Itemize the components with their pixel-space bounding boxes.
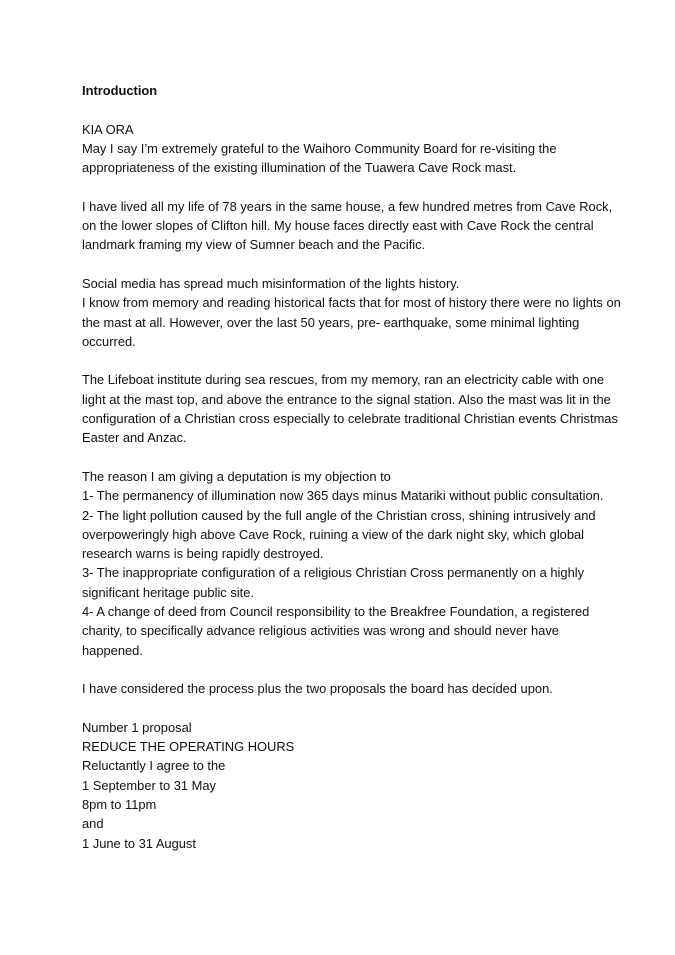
document-body <box>82 81 622 853</box>
objection-item: 1- The permanency of illumination now 365 days minus Matariki without public consultation. <box>82 488 604 504</box>
proposal-line: Reluctantly I agree to the <box>82 758 226 774</box>
objection-item: 4- A change of deed from Council responsibility to the Breakfree Foundation, a registered charity, to specifically advance religious activities was wrong and should never have happened. <box>82 604 590 658</box>
proposal-line: 1 September to 31 May <box>82 777 216 793</box>
proposal-line: 8pm to 11pm <box>82 796 157 812</box>
proposal-line: and <box>82 816 104 832</box>
objection-intro: The reason I am giving a deputation is my objection to <box>82 468 391 484</box>
greeting: KIA ORA <box>82 121 134 137</box>
objections-paragraph <box>82 467 622 660</box>
section-heading: Introduction <box>82 83 158 98</box>
paragraph-social <box>82 274 622 351</box>
social-line-1: Social media has spread much misinformation of the lights history. <box>82 275 460 291</box>
greeting-paragraph <box>82 120 622 178</box>
objection-item: 2- The light pollution caused by the full angle of the Christian cross, shining intrusively and overpoweringly high above Cave Rock, ruining a view of the dark night sky, which global research warns is being rapidly destroyed. <box>82 507 596 562</box>
proposal-block <box>82 718 622 853</box>
proposal-line: REDUCE THE OPERATING HOURS <box>82 739 295 755</box>
social-line-2: I know from memory and reading historical facts that for most of history there were no lights on the mast at all. However, over the last 50 years, pre- earthquake, some minimal lighting occurred. <box>82 295 621 349</box>
proposal-line: 1 June to 31 August <box>82 835 196 851</box>
objection-item: 3- The inappropriate configuration of a religious Christian Cross permanently on a highly significant heritage public site. <box>82 565 585 600</box>
paragraph-considered: I have considered the process plus the two proposals the board has decided upon. <box>82 681 553 697</box>
paragraph-lifeboat: The Lifeboat institute during sea rescues, from my memory, ran an electricity cable with one light at the mast top, and above the entrance to the signal station. Also the mast was lit in the configuration of a Christian cross especially to celebrate traditional Christian events Christmas Easter and Anzac. <box>82 372 618 446</box>
intro-line: May I say I’m extremely grateful to the Waihoro Community Board for re-visiting the appropriateness of the existing illumination of the Tuawera Cave Rock mast. <box>82 140 557 176</box>
proposal-line: Number 1 proposal <box>82 719 192 735</box>
paragraph-lived: I have lived all my life of 78 years in the same house, a few hundred metres from Cave Rock, on the lower slopes of Clifton hill. My house faces directly east with Cave Rock the central landmark framing my view of Sumner beach and the Pacific. <box>82 198 613 253</box>
